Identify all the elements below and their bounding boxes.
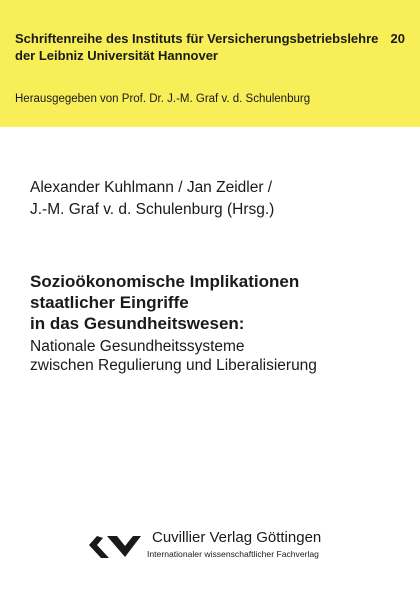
series-editor: Herausgegeben von Prof. Dr. J.-M. Graf v. d. Schulenburg — [15, 93, 311, 105]
book-title-line-1: Sozioökonomische Implikationen — [30, 272, 300, 291]
authors-line-1: Alexander Kuhlmann / Jan Zeidler / — [30, 179, 273, 196]
book-subtitle-line-2: zwischen Regulierung und Liberalisierung — [30, 357, 317, 374]
book-title-line-3: in das Gesundheitswesen: — [30, 314, 245, 333]
series-title — [15, 30, 379, 64]
series-title-line-2: der Leibniz Universität Hannover — [15, 48, 218, 63]
publisher-logo-icon — [84, 531, 142, 563]
series-header-band — [0, 0, 420, 127]
volume-number: 20 — [390, 31, 405, 46]
authors — [30, 177, 274, 221]
publisher-block — [84, 529, 384, 569]
publisher-name: Cuvillier Verlag Göttingen — [152, 529, 322, 546]
book-title — [30, 271, 299, 334]
book-title-line-2: staatlicher Eingriffe — [30, 293, 189, 312]
book-subtitle-line-1: Nationale Gesundheitssysteme — [30, 338, 245, 355]
series-title-line-1: Schriftenreihe des Instituts für Versicherungsbetriebslehre — [15, 31, 379, 46]
publisher-tagline: Internationaler wissenschaftlicher Fachverlag — [147, 549, 319, 559]
authors-line-2: J.-M. Graf v. d. Schulenburg (Hrsg.) — [30, 201, 275, 218]
book-subtitle — [30, 337, 317, 375]
